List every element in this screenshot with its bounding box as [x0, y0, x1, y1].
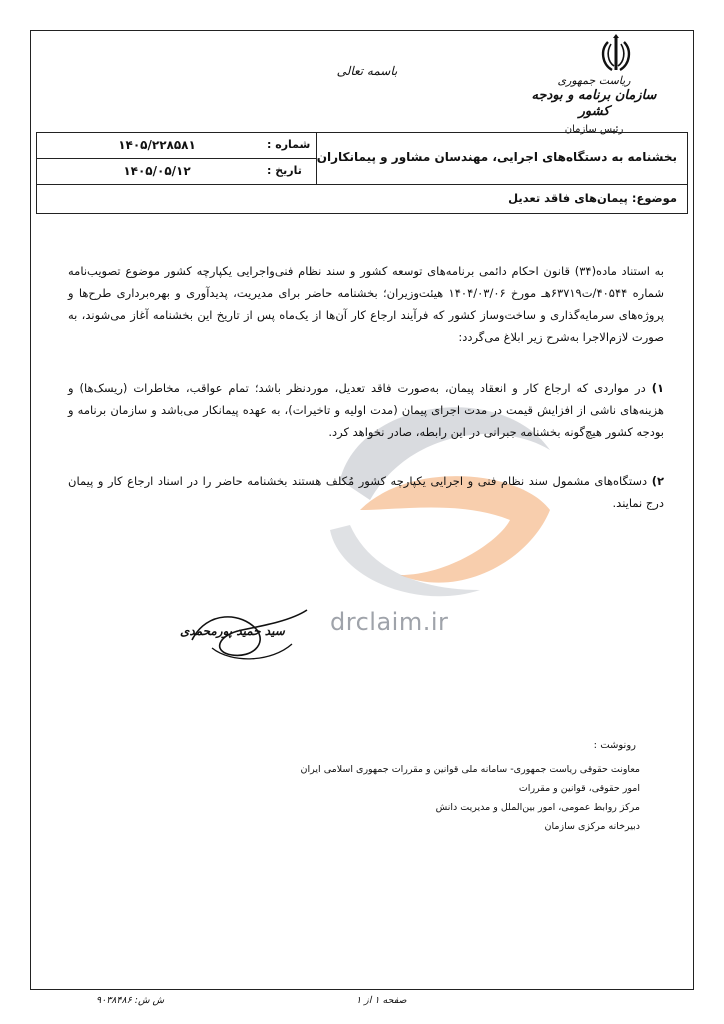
bismillah: باسمه تعالی: [336, 64, 398, 78]
org-line-name: سازمان برنامه و بودجه کشور: [531, 88, 657, 119]
intro-paragraph: به استناد ماده(۳۴) قانون احکام دائمی برنامه‌های توسعه کشور و سند نظام فنی‌واجرایی یکپارچه کشور موضوع تصویب‌نامه شماره ۴۰۵۴۴/ت۶۳۷۱۹هـ مورخ ۱۴۰۴/۰۳/۰۶ هیئت‌وزیران؛ بخشنامه حاضر برای مدیریت، پدیدآوری و بهره‌برداری طرح‌ها و پروژه‌های سرمایه‌گذاری و ساخت‌وساز کشور که فرآیند ارجاع کار آن‌ها از یک‌ماه پس از تاریخ این بخشنامه آغاز می‌شوند، به صورت لازم‌الاجرا به‌شرح زیر ابلاغ می‌گردد:: [68, 264, 664, 344]
clause-1: [68, 377, 664, 443]
cc-list: [301, 760, 640, 836]
cc-item: امور حقوقی، قوانین و مقررات: [518, 783, 640, 794]
org-line-presidency: ریاست جمهوری: [557, 74, 631, 87]
date-label: تاریخ :: [267, 164, 302, 177]
clause-number: ۱): [651, 381, 665, 395]
letter-meta-table: [36, 132, 688, 214]
number-value: ۱۴۰۵/۲۲۸۵۸۱: [118, 138, 196, 152]
clause-text: در مواردی که ارجاع کار و انعقاد پیمان، به‌صورت فاقد تعدیل، موردنظر باشد؛ تمام عواقب، مخاطرات (ریسک‌ها) و هزینه‌های ناشی از افزایش قیمت در مدت اجرای پیمان (مدت اولیه و تاخیرات)، به عهده پیمانکار می‌باشد و سازمان برنامه و بودجه کشور هیچ‌گونه بخشنامه جبرانی در این رابطه، صادر نخواهد کرد.: [68, 381, 664, 439]
signatory-name: سید حمید پورمحمدی: [180, 624, 285, 638]
clause-2: [68, 470, 664, 514]
watermark-text: drclaim.ir: [330, 608, 449, 636]
document-code: ش ش: ۹۰۳۸۴۸۶: [96, 995, 165, 1006]
divider: [37, 184, 687, 185]
organization-block: [524, 74, 664, 138]
cc-title: رونوشت :: [593, 740, 636, 751]
date-value: ۱۴۰۵/۰۵/۱۲: [123, 164, 191, 178]
circular-title: بخشنامه به دستگاه‌های اجرایی، مهندسان مشاور و پیمانکاران: [316, 150, 677, 164]
clause-number: ۲): [651, 474, 665, 488]
cc-item: معاونت حقوقی ریاست جمهوری- سامانه ملی قوانین و مقررات جمهوری اسلامی ایران: [300, 764, 640, 775]
subject-line: موضوع: پیمان‌های فاقد تعدیل: [508, 191, 677, 205]
cc-item: مرکز روابط عمومی، امور بین‌الملل و مدیریت دانش: [435, 802, 640, 813]
org-line-role: رئیس سازمان: [564, 124, 624, 135]
clause-text: دستگاه‌های مشمول سند نظام فنی و اجرایی یکپارچه کشور مُکلف هستند بخشنامه حاضر را در اسناد ارجاع کار و پیمان درج نمایند.: [68, 474, 664, 510]
iran-emblem-icon: [596, 34, 636, 76]
divider: [37, 158, 316, 159]
page-number: صفحه ۱ از ۱: [356, 995, 407, 1006]
cc-item: دبیرخانه مرکزی سازمان: [544, 821, 640, 832]
number-label: شماره :: [267, 138, 311, 151]
